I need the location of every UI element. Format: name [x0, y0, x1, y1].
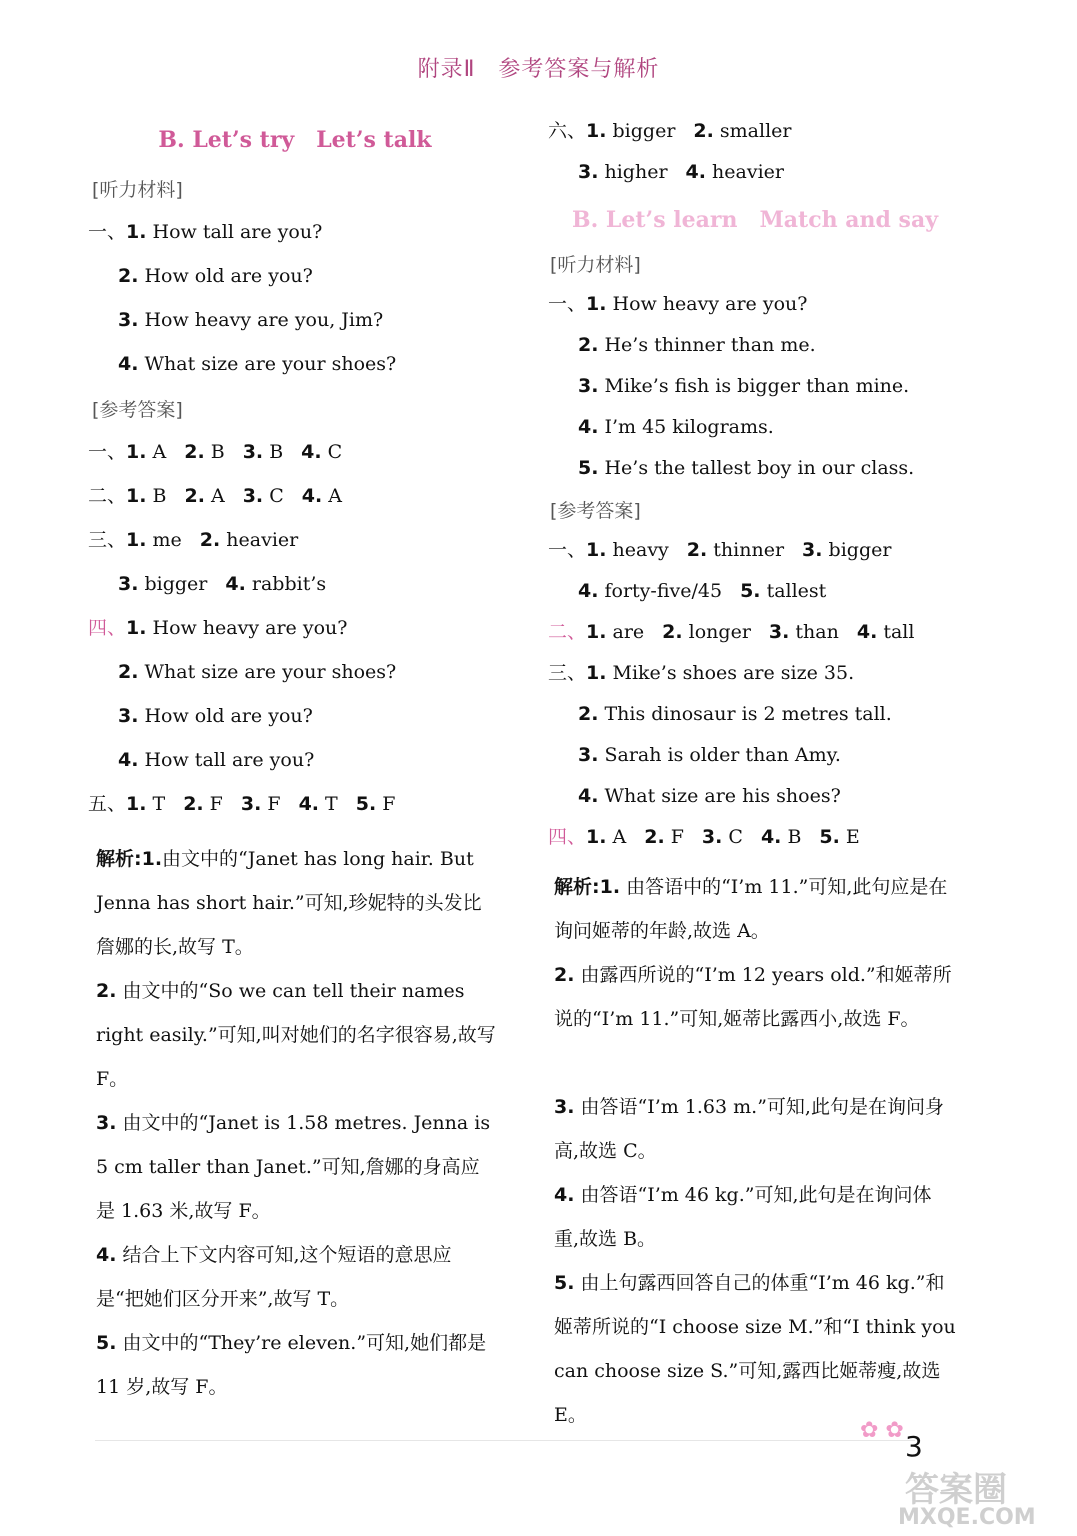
section-title-left: B. Let’s try Let’s talk [158, 127, 432, 153]
line-prefix: 一、 [548, 293, 587, 315]
answer-line [548, 160, 784, 184]
answer-text: F [261, 793, 281, 815]
answer-number: 1. [586, 120, 607, 142]
answer-line [548, 825, 860, 849]
listening-line [88, 264, 313, 288]
answer-text: bigger [138, 573, 208, 595]
line-prefix: 二、 [548, 621, 587, 643]
answer-text: Sarah is older than Amy. [598, 744, 841, 766]
line-prefix: 三、 [548, 662, 587, 684]
answer-text: thinner [707, 539, 785, 561]
answer-number: 3. [802, 539, 823, 561]
answer-number: 4. [225, 573, 246, 595]
line-prefix: 三、 [88, 529, 127, 551]
answer-text: tallest [760, 580, 827, 602]
answer-number: 3. [118, 705, 139, 727]
line-prefix: 一、 [548, 539, 587, 561]
line-prefix: 四、 [88, 617, 127, 639]
answer-number: 1. [126, 485, 147, 507]
answer-number: 4. [685, 161, 706, 183]
line-number: 5. [578, 457, 599, 479]
section-title-right: B. Let’s learn Match and say [572, 207, 938, 233]
line-number: 3. [578, 375, 599, 397]
answer-text: rabbit’s [245, 573, 327, 595]
analysis-paragraph [96, 969, 498, 1101]
answer-text: T [319, 793, 338, 815]
line-text: He’s thinner than me. [598, 334, 816, 356]
answer-number: 2. [578, 703, 599, 725]
answer-text: A [322, 485, 342, 507]
line-number: 4. [578, 416, 599, 438]
answer-line [548, 784, 841, 808]
answer-number: 1. [586, 539, 607, 561]
answer-line [548, 743, 841, 767]
answer-number: 2. [693, 120, 714, 142]
analysis-label: 解析:1. [96, 848, 163, 870]
answer-text: C [321, 441, 343, 463]
answer-number: 1. [586, 621, 607, 643]
listening-line [88, 352, 396, 376]
answer-text: Mike’s shoes are size 35. [606, 662, 855, 684]
analysis-text: 由答语中的“I’m 11.”可知,此句应是在询问姬蒂的年龄,故选 A。 [554, 876, 948, 942]
analysis-label: 解析:1. [554, 876, 621, 898]
analysis-paragraph [96, 1101, 498, 1233]
answer-number: 5. [819, 826, 840, 848]
answer-number: 1. [126, 529, 147, 551]
line-number: 1. [126, 221, 147, 243]
answer-number: 4. [760, 826, 782, 848]
answers-label-left: [参考答案] [92, 399, 183, 421]
line-number: 1. [586, 293, 607, 315]
answer-text: tall [877, 621, 915, 643]
page-header: 附录Ⅱ 参考答案与解析 [417, 57, 660, 82]
answer-number: 5. [355, 793, 377, 815]
analysis-text: 由文中的“Janet has long hair. But Jenna has short hair.”可知,珍妮特的头发比詹娜的长,故写 T。 [96, 848, 482, 958]
line-number: 4. [118, 353, 139, 375]
analysis-label: 5. [96, 1332, 117, 1354]
answer-number: 3. [701, 826, 723, 848]
answer-number: 2. [686, 539, 708, 561]
answer-text: heavier [706, 161, 784, 183]
answer-number: 1. [126, 793, 147, 815]
answer-text: E [839, 826, 860, 848]
analysis-text: 由文中的“Janet is 1.58 metres. Jenna is 5 cm taller than Janet.”可知,詹娜的身高应是 1.63 米,故写 F。 [96, 1112, 491, 1222]
answer-text: smaller [713, 120, 792, 142]
line-prefix: 一、 [88, 441, 127, 463]
answer-number: 1. [586, 662, 607, 684]
answer-number: 1. [126, 441, 147, 463]
answer-text: B [146, 485, 167, 507]
answer-text: How tall are you? [138, 749, 315, 771]
answer-number: 2. [184, 485, 205, 507]
answer-number: 4. [118, 749, 139, 771]
footer-divider [95, 1440, 915, 1441]
answer-text: forty-five/45 [598, 580, 723, 602]
line-number: 3. [118, 309, 139, 331]
line-text: He’s the tallest boy in our class. [598, 457, 915, 479]
analysis-paragraph [554, 1261, 956, 1437]
answer-text: F [376, 793, 396, 815]
answer-text: C [263, 485, 284, 507]
answer-number: 2. [183, 793, 204, 815]
answer-text: bigger [606, 120, 676, 142]
line-number: 2. [118, 265, 139, 287]
line-text: How heavy are you, Jim? [138, 309, 384, 331]
answer-line [548, 538, 891, 562]
analysis-label: 3. [96, 1112, 117, 1134]
answer-text: heavier [220, 529, 299, 551]
analysis-label: 2. [96, 980, 117, 1002]
answer-number: 4. [298, 793, 320, 815]
answer-line [548, 661, 854, 685]
line-text: Mike’s fish is bigger than mine. [598, 375, 910, 397]
line-prefix: 五、 [88, 793, 127, 815]
answer-text: How old are you? [138, 705, 313, 727]
answer-line [88, 660, 396, 684]
answer-line [88, 704, 313, 728]
line-text: How heavy are you? [606, 293, 808, 315]
answer-text: F [203, 793, 223, 815]
answer-line [88, 440, 342, 464]
answer-text: B [204, 441, 225, 463]
line-text: How old are you? [138, 265, 313, 287]
analysis-paragraph [96, 1233, 498, 1321]
answer-number: 2. [199, 529, 221, 551]
analysis-paragraph [96, 1321, 498, 1409]
analysis-text: 由文中的“So we can tell their names right easily.”可知,叫对她们的名字很容易,故写 F。 [96, 980, 496, 1090]
answer-text: T [146, 793, 166, 815]
answer-text: B [781, 826, 802, 848]
answer-number: 4. [856, 621, 878, 643]
answer-text: This dinosaur is 2 metres tall. [598, 703, 892, 725]
answer-line [548, 579, 826, 603]
page-number: 3 [905, 1430, 923, 1463]
analysis-label: 3. [554, 1096, 575, 1118]
answer-number: 4. [578, 785, 599, 807]
listening-line [548, 292, 807, 316]
answer-line [88, 792, 395, 816]
answer-line [548, 620, 914, 644]
answer-text: higher [598, 161, 668, 183]
answer-text: How heavy are you? [146, 617, 348, 639]
answer-number: 2. [184, 441, 205, 463]
answer-text: F [664, 826, 684, 848]
answer-text: are [606, 621, 645, 643]
listening-line [88, 220, 322, 244]
answer-number: 4. [301, 485, 323, 507]
listening-label-right: [听力材料] [550, 254, 641, 276]
answer-number: 2. [118, 661, 139, 683]
listening-line [548, 374, 909, 398]
answer-line [88, 572, 326, 596]
line-prefix: 二、 [88, 485, 127, 507]
answer-line [88, 484, 342, 508]
line-text: How tall are you? [146, 221, 323, 243]
answers-label-right: [参考答案] [550, 500, 641, 522]
answer-number: 1. [126, 617, 147, 639]
answer-line [548, 702, 892, 726]
analysis-text: 由答语“I’m 1.63 m.”可知,此句是在询问身高,故选 C。 [554, 1096, 944, 1162]
analysis-paragraph [554, 953, 956, 1041]
line-number: 2. [578, 334, 599, 356]
answer-number: 3. [768, 621, 790, 643]
answer-line [88, 748, 314, 772]
line-text: I’m 45 kilograms. [598, 416, 774, 438]
listening-line [88, 308, 383, 332]
answer-text: What size are your shoes? [138, 661, 397, 683]
answer-text: A [204, 485, 225, 507]
analysis-label: 5. [554, 1272, 575, 1294]
analysis-text: 由文中的“They’re eleven.”可知,她们都是 11 岁,故写 F。 [96, 1332, 487, 1398]
analysis-label: 2. [554, 964, 575, 986]
answer-text: A [606, 826, 627, 848]
analysis-label: 4. [554, 1184, 575, 1206]
answer-number: 2. [662, 621, 683, 643]
line-prefix: 四、 [548, 826, 587, 848]
analysis-paragraph [554, 865, 956, 953]
answer-number: 3. [242, 441, 264, 463]
answer-text: What size are his shoes? [598, 785, 841, 807]
answer-number: 5. [740, 580, 761, 602]
line-text: What size are your shoes? [138, 353, 397, 375]
flower-icon: ✿ ✿ [860, 1418, 904, 1443]
answer-text: heavy [606, 539, 669, 561]
analysis-text: 由上句露西回答自己的体重“I’m 46 kg.”和姬蒂所说的“I choose size M.”和“I think you can choose size S.”可知,露西比姬蒂瘦,故选 E。 [554, 1272, 956, 1426]
line-prefix: 六、 [548, 120, 587, 142]
answer-number: 3. [578, 744, 599, 766]
answer-line [88, 528, 298, 552]
analysis-paragraph [554, 1173, 956, 1261]
analysis-label: 4. [96, 1244, 117, 1266]
answer-text: A [146, 441, 167, 463]
listening-line [548, 456, 914, 480]
answer-line [548, 119, 791, 143]
answer-number: 3. [240, 793, 262, 815]
watermark-url: MXQE.COM [898, 1505, 1036, 1530]
answer-number: 3. [118, 573, 139, 595]
answer-number: 2. [644, 826, 665, 848]
answer-number: 3. [578, 161, 599, 183]
analysis-paragraph [96, 837, 498, 969]
answer-text: C [722, 826, 743, 848]
answer-number: 4. [301, 441, 322, 463]
answer-text: longer [682, 621, 751, 643]
analysis-text: 结合上下文内容可知,这个短语的意思应是“把她们区分开来”,故写 T。 [96, 1244, 452, 1310]
answer-text: B [263, 441, 284, 463]
answer-line [88, 616, 347, 640]
listening-line [548, 415, 774, 439]
answer-number: 1. [586, 826, 607, 848]
listening-label-left: [听力材料] [92, 179, 183, 201]
line-prefix: 一、 [88, 221, 127, 243]
answer-text: than [789, 621, 839, 643]
answer-text: me [146, 529, 182, 551]
analysis-text: 由答语“I’m 46 kg.”可知,此句是在询问体重,故选 B。 [554, 1184, 932, 1250]
listening-line [548, 333, 816, 357]
analysis-text: 由露西所说的“I’m 12 years old.”和姬蒂所说的“I’m 11.”可知,姬蒂比露西小,故选 F。 [554, 964, 952, 1030]
analysis-paragraph [554, 1085, 956, 1173]
answer-text: bigger [822, 539, 892, 561]
watermark-logo: 答案圈 [905, 1470, 1007, 1510]
answer-number: 3. [242, 485, 264, 507]
answer-number: 4. [578, 580, 599, 602]
